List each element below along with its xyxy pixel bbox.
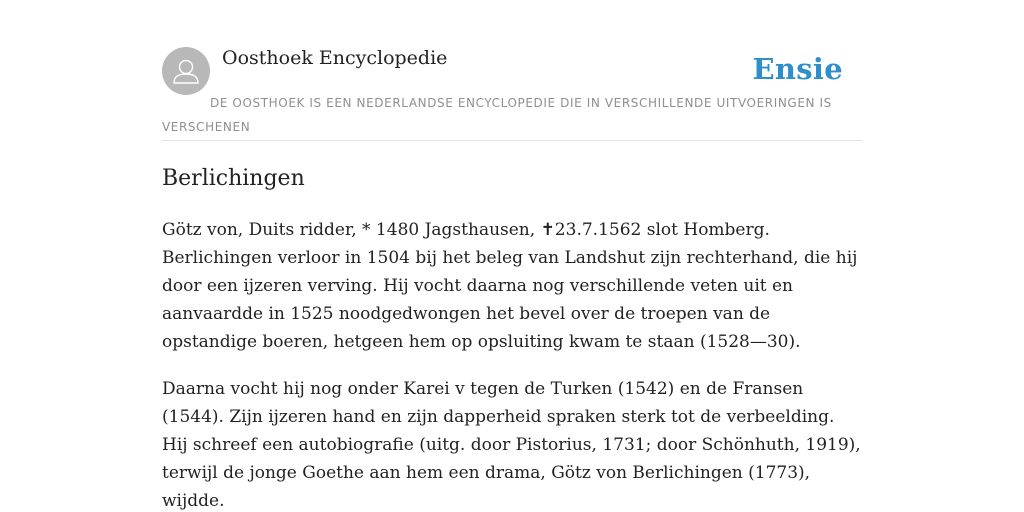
site-name[interactable]: Oosthoek Encyclopedie <box>222 47 448 69</box>
article-body <box>162 216 862 512</box>
article-paragraph: Daarna vocht hij nog onder Karei v tegen de Turken (1542) en de Fransen (1544). Zijn ijzeren hand en zijn dapperheid spraken sterk tot de verbeelding. Hij schreef een autobiografie (uitg. door Pistorius, 1731; door Schönhuth, 1919), terwijl de jonge Goethe aan hem een drama, Götz von Berlichingen (1773), wijdde. <box>162 379 861 511</box>
site-header <box>162 46 862 141</box>
site-tagline: DE OOSTHOEK IS EEN NEDERLANDSE ENCYCLOPEDIE DIE IN VERSCHILLENDE UITVOERINGEN IS VERSCHENEN <box>162 96 832 134</box>
article-title: Berlichingen <box>162 166 305 191</box>
article-paragraph: Götz von, Duits ridder, * 1480 Jagsthausen, ✝23.7.1562 slot Homberg. Berlichingen verloor in 1504 bij het beleg van Landshut zijn rechterhand, die hij door een ijzeren verving. Hij vocht daarna nog verschillende veten uit en aanvaardde in 1525 noodgedwongen het bevel over de troepen van de opstandige boeren, hetgeen hem op opsluiting kwam te staan (1528—30). <box>162 220 858 352</box>
ensie-logo[interactable]: Ensie <box>752 52 843 86</box>
user-icon[interactable] <box>162 47 210 95</box>
